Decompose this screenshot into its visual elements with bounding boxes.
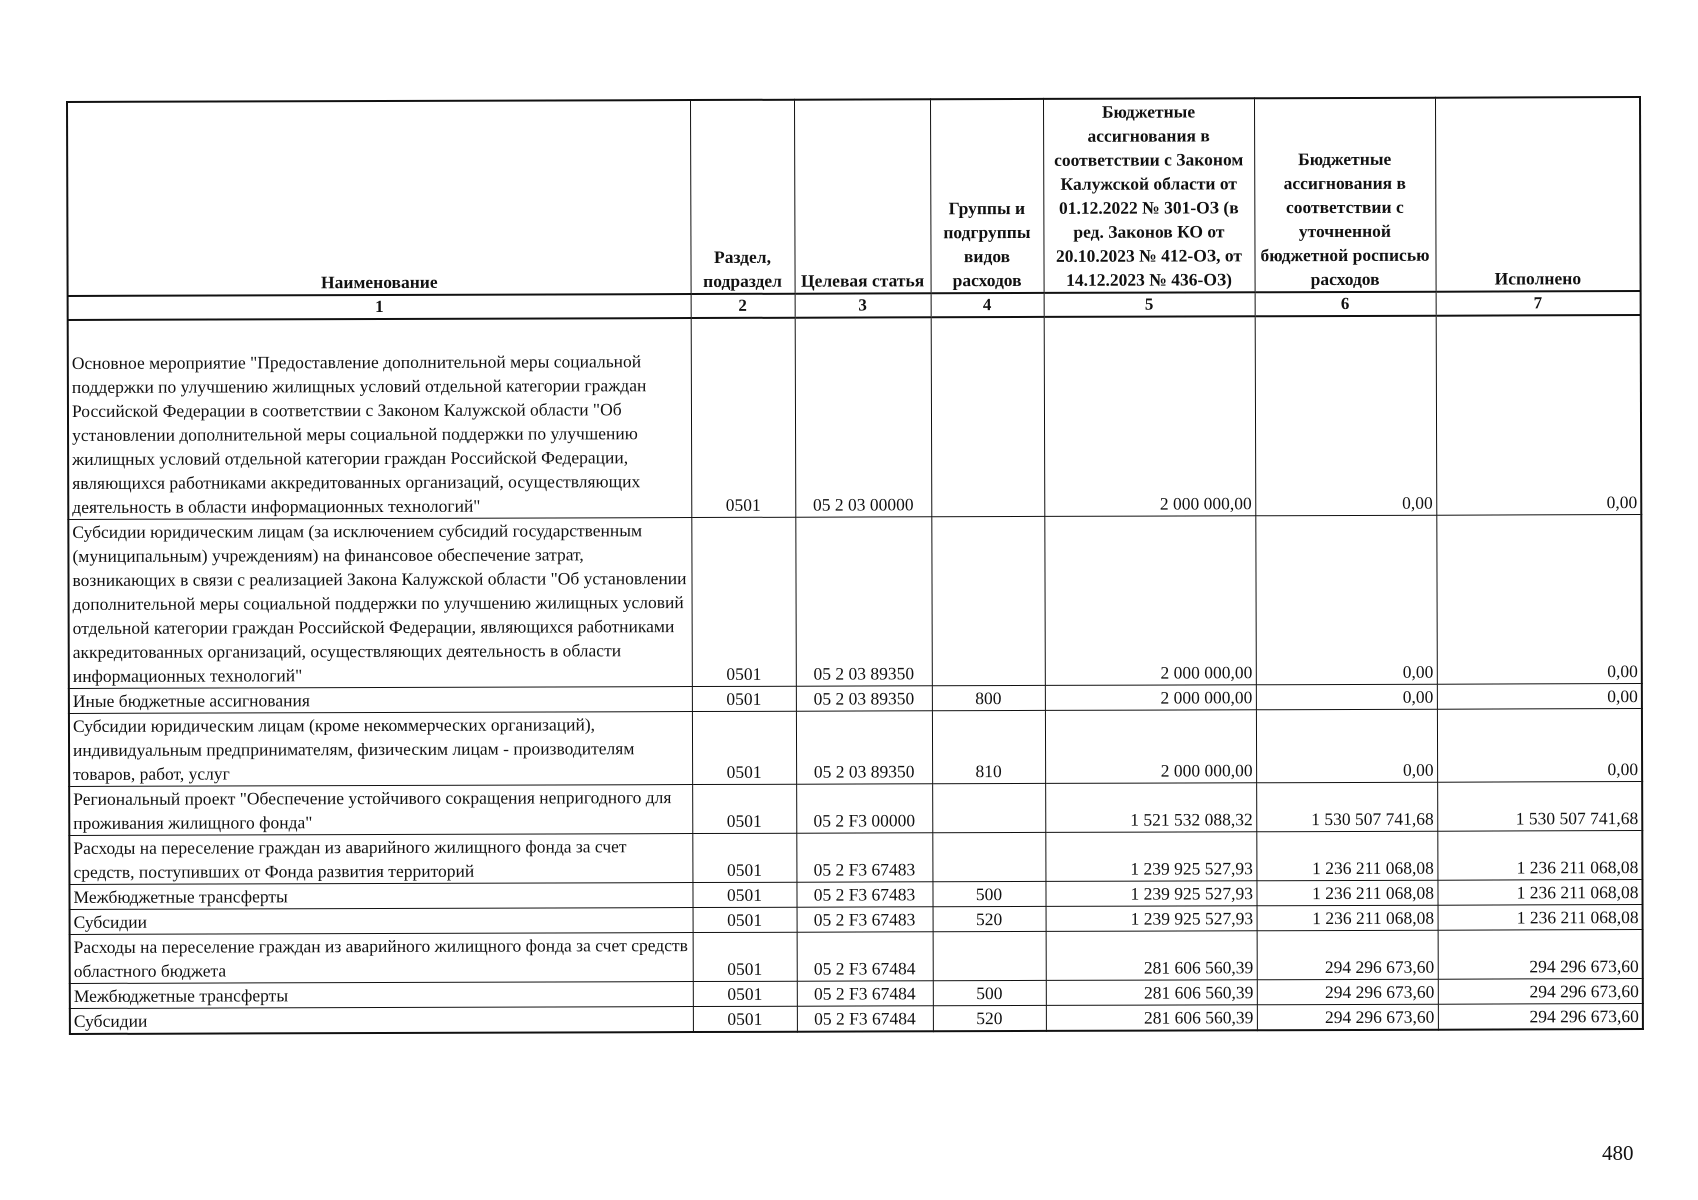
column-number: 5 bbox=[1044, 292, 1255, 317]
row-executed-amount: 1 236 211 068,08 bbox=[1437, 880, 1642, 906]
header-refined-allocations: Бюджетные ассигнования в соответствии с уточненной бюджетной росписью расходов bbox=[1254, 98, 1436, 293]
row-name: Субсидии bbox=[70, 1007, 693, 1034]
row-article: 05 2 03 00000 bbox=[795, 317, 932, 517]
row-executed-amount: 1 236 211 068,08 bbox=[1437, 831, 1642, 881]
row-executed-amount: 294 296 673,60 bbox=[1438, 930, 1643, 980]
row-article: 05 2 F3 67484 bbox=[797, 981, 933, 1006]
row-refined-amount: 0,00 bbox=[1256, 684, 1437, 710]
row-name: Субсидии bbox=[70, 908, 693, 935]
row-section: 0501 bbox=[691, 517, 796, 686]
row-law-amount: 281 606 560,39 bbox=[1046, 980, 1257, 1006]
column-number: 6 bbox=[1255, 292, 1436, 317]
row-group: 500 bbox=[932, 881, 1045, 906]
row-executed-amount: 294 296 673,60 bbox=[1438, 1004, 1643, 1030]
row-executed-amount: 1 236 211 068,08 bbox=[1438, 905, 1643, 931]
row-group bbox=[932, 832, 1045, 881]
row-name: Расходы на переселение граждан из аварийного жилищного фонда за счет средств, поступивших от Фонда развития территорий bbox=[69, 834, 692, 885]
header-row bbox=[67, 97, 1641, 296]
row-executed-amount: 0,00 bbox=[1437, 709, 1642, 783]
row-name: Субсидии юридическим лицам (кроме некоммерческих организаций), индивидуальным предпринимателям, физическим лицам - производителям товаров, работ, услуг bbox=[69, 712, 692, 787]
row-group: 520 bbox=[933, 906, 1046, 931]
row-article: 05 2 F3 67483 bbox=[796, 833, 932, 882]
table-row bbox=[70, 1004, 1643, 1034]
header-article: Целевая статья bbox=[794, 99, 931, 293]
header-group: Группы и подгруппы видов расходов bbox=[930, 99, 1044, 293]
row-section: 0501 bbox=[693, 932, 797, 981]
row-law-amount: 281 606 560,39 bbox=[1046, 1005, 1257, 1031]
row-section: 0501 bbox=[693, 907, 797, 932]
row-refined-amount: 1 236 211 068,08 bbox=[1256, 831, 1437, 881]
row-article: 05 2 F3 00000 bbox=[796, 784, 932, 833]
row-refined-amount: 1 530 507 741,68 bbox=[1256, 782, 1437, 832]
row-name: Иные бюджетные ассигнования bbox=[69, 687, 692, 714]
row-group bbox=[933, 931, 1046, 980]
row-refined-amount: 1 236 211 068,08 bbox=[1257, 905, 1438, 931]
row-group bbox=[932, 783, 1045, 832]
column-number: 1 bbox=[68, 294, 691, 320]
row-section: 0501 bbox=[692, 833, 796, 882]
row-law-amount: 1 239 925 527,93 bbox=[1045, 832, 1256, 882]
column-number: 4 bbox=[931, 293, 1044, 317]
row-refined-amount: 294 296 673,60 bbox=[1257, 930, 1438, 980]
row-law-amount: 1 239 925 527,93 bbox=[1046, 906, 1257, 932]
table-row bbox=[68, 315, 1642, 519]
budget-table bbox=[66, 96, 1644, 1035]
row-section: 0501 bbox=[692, 882, 796, 907]
row-group bbox=[931, 516, 1045, 685]
row-section: 0501 bbox=[693, 981, 797, 1006]
row-article: 05 2 F3 67484 bbox=[797, 1006, 933, 1032]
row-refined-amount: 1 236 211 068,08 bbox=[1256, 880, 1437, 906]
row-section: 0501 bbox=[692, 686, 796, 711]
header-name: Наименование bbox=[67, 100, 691, 296]
row-article: 05 2 03 89350 bbox=[796, 711, 932, 784]
table-row bbox=[69, 831, 1642, 885]
row-section: 0501 bbox=[693, 1006, 797, 1032]
row-name: Основное мероприятие "Предоставление дополнительной меры социальной поддержки по улучшению жилищных условий отдельной категории граждан Российской Федерации в соответствии с Законом Калужской области "Об установлении дополнительной меры социальной поддержки по улучшению жилищных условий отдельной категории граждан Российской Федерации, являющихся работниками аккредитованных организаций, осуществляющих деятельность в области информационных технологий" bbox=[68, 318, 692, 519]
row-section: 0501 bbox=[692, 784, 796, 833]
table-row bbox=[68, 515, 1642, 689]
column-number: 2 bbox=[691, 294, 795, 318]
row-law-amount: 2 000 000,00 bbox=[1044, 316, 1256, 516]
table-row bbox=[70, 930, 1643, 984]
row-law-amount: 1 521 532 088,32 bbox=[1045, 783, 1256, 833]
row-name: Межбюджетные трансферты bbox=[69, 883, 692, 910]
table-row bbox=[69, 709, 1642, 787]
page-number: 480 bbox=[1602, 1141, 1634, 1165]
header-law-allocations: Бюджетные ассигнования в соответствии с Законом Калужской области от 01.12.2022 № 301-ОЗ (в ред. Законов КО от 20.10.2023 № 412-ОЗ, от 14.12.2023 № 436-ОЗ) bbox=[1043, 98, 1255, 293]
row-executed-amount: 0,00 bbox=[1437, 684, 1642, 710]
row-group: 810 bbox=[932, 710, 1045, 783]
row-name: Субсидии юридическим лицам (за исключением субсидий государственным (муниципальным) учреждениям) на финансовое обеспечение затрат, возникающих в связи с реализацией Закона Калужской области "Об установлении дополнительной меры социальной поддержки по улучшению жилищных условий отдельной категории граждан Российской Федерации, являющихся работниками аккредитованных организаций, осуществляющих деятельность в области информационных технологий" bbox=[68, 518, 692, 689]
row-refined-amount: 294 296 673,60 bbox=[1257, 979, 1438, 1005]
row-refined-amount: 0,00 bbox=[1256, 709, 1437, 783]
row-refined-amount: 0,00 bbox=[1255, 515, 1437, 685]
row-section: 0501 bbox=[692, 711, 796, 784]
row-group: 800 bbox=[932, 685, 1045, 710]
row-name: Расходы на переселение граждан из аварийного жилищного фонда за счет средств областного бюджета bbox=[70, 933, 693, 984]
row-law-amount: 2 000 000,00 bbox=[1045, 710, 1256, 784]
header-executed: Исполнено bbox=[1435, 97, 1641, 292]
row-group: 500 bbox=[933, 980, 1046, 1005]
column-number: 7 bbox=[1436, 291, 1641, 316]
row-section: 0501 bbox=[691, 318, 796, 518]
table-row bbox=[69, 782, 1642, 836]
row-article: 05 2 F3 67483 bbox=[796, 882, 932, 907]
row-executed-amount: 1 530 507 741,68 bbox=[1437, 782, 1642, 832]
row-law-amount: 281 606 560,39 bbox=[1046, 931, 1257, 981]
row-name: Региональный проект "Обеспечение устойчивого сокращения непригодного для проживания жилищного фонда" bbox=[69, 785, 692, 836]
column-number: 3 bbox=[795, 293, 931, 317]
row-name: Межбюджетные трансферты bbox=[70, 982, 693, 1009]
row-law-amount: 2 000 000,00 bbox=[1045, 685, 1256, 711]
row-article: 05 2 F3 67483 bbox=[797, 907, 933, 932]
row-article: 05 2 03 89350 bbox=[796, 686, 932, 711]
row-article: 05 2 F3 67484 bbox=[797, 932, 933, 981]
header-section: Раздел, подраздел bbox=[690, 100, 795, 294]
row-refined-amount: 294 296 673,60 bbox=[1257, 1004, 1438, 1030]
row-law-amount: 2 000 000,00 bbox=[1044, 516, 1256, 686]
row-executed-amount: 294 296 673,60 bbox=[1438, 979, 1643, 1005]
row-group: 520 bbox=[933, 1005, 1046, 1031]
row-group bbox=[931, 317, 1045, 517]
row-refined-amount: 0,00 bbox=[1255, 316, 1437, 516]
row-article: 05 2 03 89350 bbox=[795, 517, 932, 686]
row-executed-amount: 0,00 bbox=[1436, 315, 1642, 515]
row-law-amount: 1 239 925 527,93 bbox=[1045, 881, 1256, 907]
row-executed-amount: 0,00 bbox=[1436, 515, 1642, 685]
